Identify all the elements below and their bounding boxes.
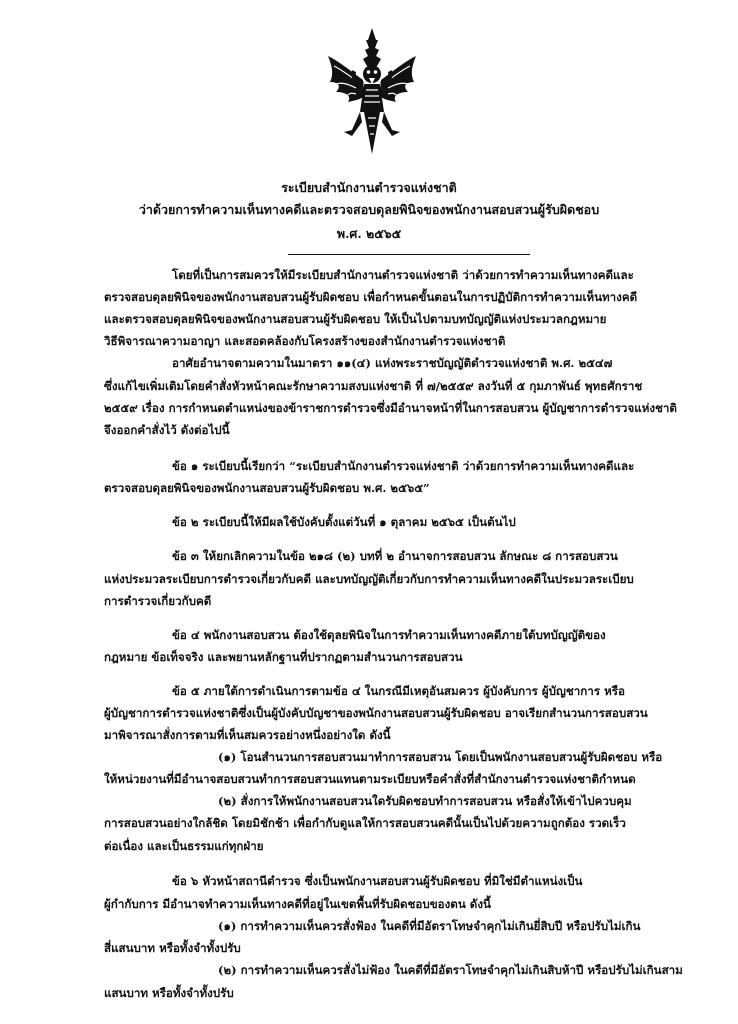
clause-2-line-1: ข้อ ๒ ระเบียบนี้ให้มีผลใช้บังคับตั้งแต่วันที่ ๑ ตุลาคม ๒๕๖๕ เป็นต้นไป	[172, 515, 516, 529]
clause-6-line-2: ผู้กำกับการ มีอำนาจทำความเห็นทางคดีที่อยู่ในเขตพื้นที่รับผิดชอบของตน ดังนี้	[104, 897, 491, 911]
authority-line-3: ๒๕๕๙ เรื่อง การกำหนดตำแหน่งของข้าราชการตำรวจซึ่งมีอำนาจหน้าที่ในการสอบสวน ผู้บัญชาการตำรวจแห่งชาติ	[104, 401, 677, 415]
preamble-line-1: โดยที่เป็นการสมควรให้มีระเบียบสำนักงานตำรวจแห่งชาติ ว่าด้วยการทำความเห็นทางคดีและ	[172, 268, 634, 282]
clause-4-line-1: ข้อ ๔ พนักงานสอบสวน ต้องใช้ดุลยพินิจในการทำความเห็นทางคดีภายใต้บทบัญญัติของ	[172, 628, 606, 642]
clause-6-item-2-line-1: (๒) การทำความเห็นควรสั่งไม่ฟ้อง ในคดีที่มีอัตราโทษจำคุกไม่เกินสิบห้าปี หรือปรับไม่เกินสาม	[218, 963, 683, 977]
clause-6-item-1-line-1: (๑) การทำความเห็นควรสั่งฟ้อง ในคดีที่มีอัตราโทษจำคุกไม่เกินยี่สิบปี หรือปรับไม่เกิน	[218, 919, 641, 933]
clause-6-item-2-line-2: แสนบาท หรือทั้งจำทั้งปรับ	[104, 986, 234, 1000]
clause-1-line-1: ข้อ ๑ ระเบียบนี้เรียกว่า “ระเบียบสำนักงานตำรวจแห่งชาติ ว่าด้วยการทำความเห็นทางคดีและ	[172, 459, 635, 473]
clause-5-item-1-line-1: (๑) โอนสำนวนการสอบสวนมาทำการสอบสวน โดยเป็นพนักงานสอบสวนผู้รับผิดชอบ หรือ	[218, 750, 663, 764]
clause-5-item-1-line-2: ให้หน่วยงานที่มีอำนาจสอบสวนทำการสอบสวนแทนตามระเบียบหรือคำสั่งที่สำนักงานตำรวจแห่งชาติกำหนด	[104, 772, 636, 786]
clause-5-item-2-line-2: การสอบสวนอย่างใกล้ชิด โดยมิชักช้า เพื่อกำกับดูแลให้การสอบสวนคดีนั้นเป็นไปด้วยความถูกต้อง รวดเร็ว	[104, 816, 626, 830]
garuda-emblem-icon	[322, 26, 422, 156]
clause-5-line-2: ผู้บัญชาการตำรวจแห่งชาติซึ่งเป็นผู้บังคับบัญชาของพนักงานสอบสวนผู้รับผิดชอบ อาจเรียกสำนวนการสอบสวน	[104, 706, 648, 720]
clause-4-line-2: กฎหมาย ข้อเท็จจริง และพยานหลักฐานที่ปรากฏตามสำนวนการสอบสวน	[104, 650, 463, 664]
regulation-year: พ.ศ. ๒๕๖๕	[336, 226, 402, 241]
regulation-subject: ว่าด้วยการทำความเห็นทางคดีและตรวจสอบดุลยพินิจของพนักงานสอบสวนผู้รับผิดชอบ	[138, 202, 600, 217]
clause-5-line-3: มาพิจารณาสั่งการตามที่เห็นสมควรอย่างหนึ่งอย่างใด ดังนี้	[104, 728, 391, 742]
clause-5-item-2-line-1: (๒) สั่งการให้พนักงานสอบสวนใดรับผิดชอบทำการสอบสวน หรือสั่งให้เข้าไปควบคุม	[218, 794, 632, 808]
authority-line-2: ซึ่งแก้ไขเพิ่มเติมโดยคำสั่งหัวหน้าคณะรักษาความสงบแห่งชาติ ที่ ๗/๒๕๕๙ ลงวันที่ ๕ กุมภาพันธ์ พุทธศักราช	[104, 379, 643, 393]
clause-1-line-2: ตรวจสอบดุลยพินิจของพนักงานสอบสวนผู้รับผิดชอบ พ.ศ. ๒๕๖๕”	[104, 481, 430, 495]
authority-line-4: จึงออกคำสั่งไว้ ดังต่อไปนี้	[104, 423, 230, 437]
authority-line-1: อาศัยอำนาจตามความในมาตรา ๑๑(๔) แห่งพระราชบัญญัติตำรวจแห่งชาติ พ.ศ. ๒๕๔๗	[172, 356, 613, 370]
preamble-line-4: วิธีพิจารณาความอาญา และสอดคล้องกับโครงสร้างของสำนักงานตำรวจแห่งชาติ	[104, 334, 506, 348]
clause-5-item-2-line-3: ต่อเนื่อง และเป็นธรรมแก่ทุกฝ่าย	[104, 839, 264, 853]
preamble-line-3: และตรวจสอบดุลยพินิจของพนักงานสอบสวนผู้รับผิดชอบ ให้เป็นไปตามบทบัญญัติแห่งประมวลกฎหมาย	[104, 312, 607, 326]
clause-5-line-1: ข้อ ๕ ภายใต้การดำเนินการตามข้อ ๔ ในกรณีมีเหตุอันสมควร ผู้บังคับการ ผู้บัญชาการ หรือ	[172, 684, 625, 698]
clause-6-line-1: ข้อ ๖ หัวหน้าสถานีตำรวจ ซึ่งเป็นพนักงานสอบสวนผู้รับผิดชอบ ที่มิใช่มีตำแหน่งเป็น	[172, 874, 583, 888]
title-divider	[288, 254, 530, 255]
clause-3-line-2: แห่งประมวลระเบียบการตำรวจเกี่ยวกับคดี และบทบัญญัติเกี่ยวกับการทำความเห็นทางคดีในประมวลระเบียบ	[104, 572, 634, 586]
clause-3-line-3: การตำรวจเกี่ยวกับคดี	[104, 594, 212, 608]
preamble-line-2: ตรวจสอบดุลยพินิจของพนักงานสอบสวนผู้รับผิดชอบ เพื่อกำหนดขั้นตอนในการปฏิบัติการทำความเห็นทางคดี	[104, 290, 638, 304]
clause-3-line-1: ข้อ ๓ ให้ยกเลิกความในข้อ ๒๑๘ (๒) บทที่ ๒ อำนาจการสอบสวน ลักษณะ ๘ การสอบสวน	[172, 549, 618, 563]
clause-6-item-1-line-2: สี่แสนบาท หรือทั้งจำทั้งปรับ	[104, 941, 241, 955]
regulation-title: ระเบียบสำนักงานตำรวจแห่งชาติ	[281, 180, 457, 195]
